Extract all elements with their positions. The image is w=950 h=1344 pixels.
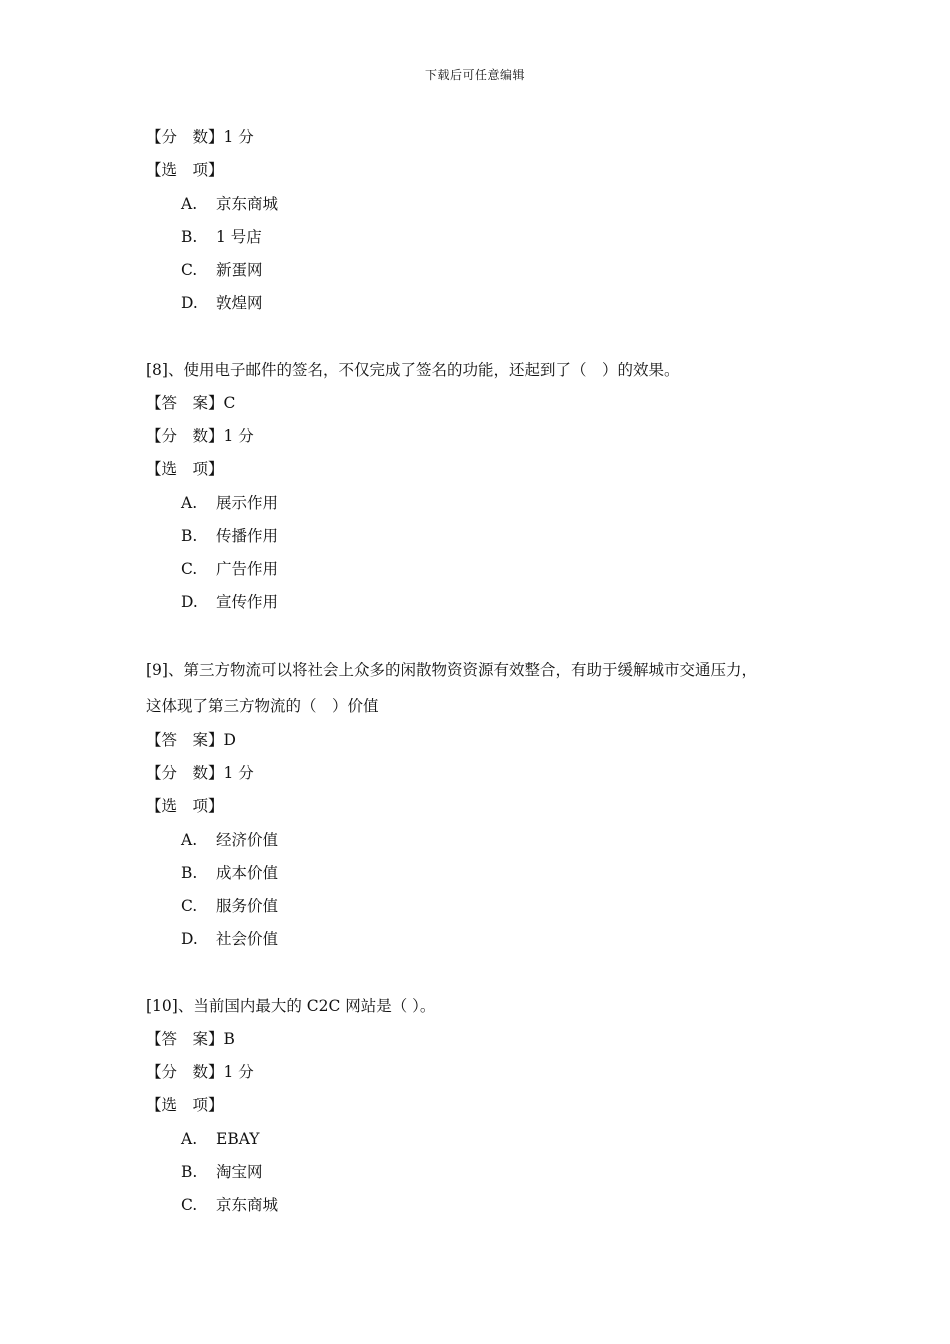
- option-item: [181, 592, 278, 612]
- question-text: [8]、使用电子邮件的签名，不仅完成了签名的功能，还起到了（ ）的效果。: [146, 361, 680, 379]
- option-text: 宣传作用: [216, 593, 279, 611]
- option-item: [181, 227, 262, 247]
- option-item: [181, 1195, 278, 1215]
- option-letter: C.: [181, 261, 198, 279]
- option-text: 经济价值: [216, 831, 279, 849]
- option-letter: C.: [181, 560, 198, 578]
- option-letter: B.: [181, 228, 198, 246]
- option-text: 展示作用: [216, 494, 279, 512]
- option-text: 京东商城: [216, 195, 279, 213]
- question-text: [9]、第三方物流可以将社会上众多的闲散物资资源有效整合，有助于缓解城市交通压力，: [146, 661, 757, 679]
- question-meta: 【答 案】B: [146, 1030, 235, 1048]
- option-letter: D.: [181, 593, 198, 611]
- option-text: EBAY: [216, 1130, 260, 1148]
- option-item: [181, 896, 278, 916]
- option-item: [181, 194, 278, 214]
- option-letter: A.: [181, 195, 198, 213]
- option-item: [181, 526, 278, 546]
- option-item: [181, 863, 278, 883]
- option-item: [181, 493, 278, 513]
- option-letter: A.: [181, 1130, 198, 1148]
- option-text: 服务价值: [216, 897, 279, 915]
- option-text: 淘宝网: [216, 1163, 263, 1181]
- option-item: [181, 1129, 260, 1149]
- option-letter: C.: [181, 1196, 198, 1214]
- question-text: 这体现了第三方物流的（ ）价值: [146, 697, 379, 715]
- option-text: 1 号店: [216, 228, 262, 246]
- option-item: [181, 1162, 263, 1182]
- option-letter: D.: [181, 930, 198, 948]
- option-letter: B.: [181, 864, 198, 882]
- option-text: 成本价值: [216, 864, 279, 882]
- option-item: [181, 260, 263, 280]
- option-letter: A.: [181, 831, 198, 849]
- option-letter: D.: [181, 294, 198, 312]
- question-meta: 【分 数】1 分: [146, 764, 254, 782]
- option-text: 京东商城: [216, 1196, 279, 1214]
- question-meta: 【选 项】: [146, 161, 224, 179]
- option-text: 社会价值: [216, 930, 279, 948]
- question-text: [10]、当前国内最大的 C2C 网站是（ ）。: [146, 997, 436, 1015]
- option-text: 新蛋网: [216, 261, 263, 279]
- option-text: 敦煌网: [216, 294, 263, 312]
- question-meta: 【选 项】: [146, 460, 224, 478]
- question-meta: 【分 数】1 分: [146, 427, 254, 445]
- question-meta: 【选 项】: [146, 797, 224, 815]
- header-note: 下载后可任意编辑: [424, 68, 525, 82]
- option-letter: B.: [181, 1163, 198, 1181]
- question-meta: 【选 项】: [146, 1096, 224, 1114]
- option-text: 广告作用: [216, 560, 279, 578]
- question-meta: 【答 案】C: [146, 394, 236, 412]
- option-item: [181, 559, 278, 579]
- option-item: [181, 929, 278, 949]
- question-meta: 【答 案】D: [146, 731, 236, 749]
- option-text: 传播作用: [216, 527, 279, 545]
- option-letter: B.: [181, 527, 198, 545]
- option-item: [181, 830, 278, 850]
- option-letter: A.: [181, 494, 198, 512]
- question-meta: 【分 数】1 分: [146, 128, 254, 146]
- question-meta: 【分 数】1 分: [146, 1063, 254, 1081]
- option-item: [181, 293, 263, 313]
- option-letter: C.: [181, 897, 198, 915]
